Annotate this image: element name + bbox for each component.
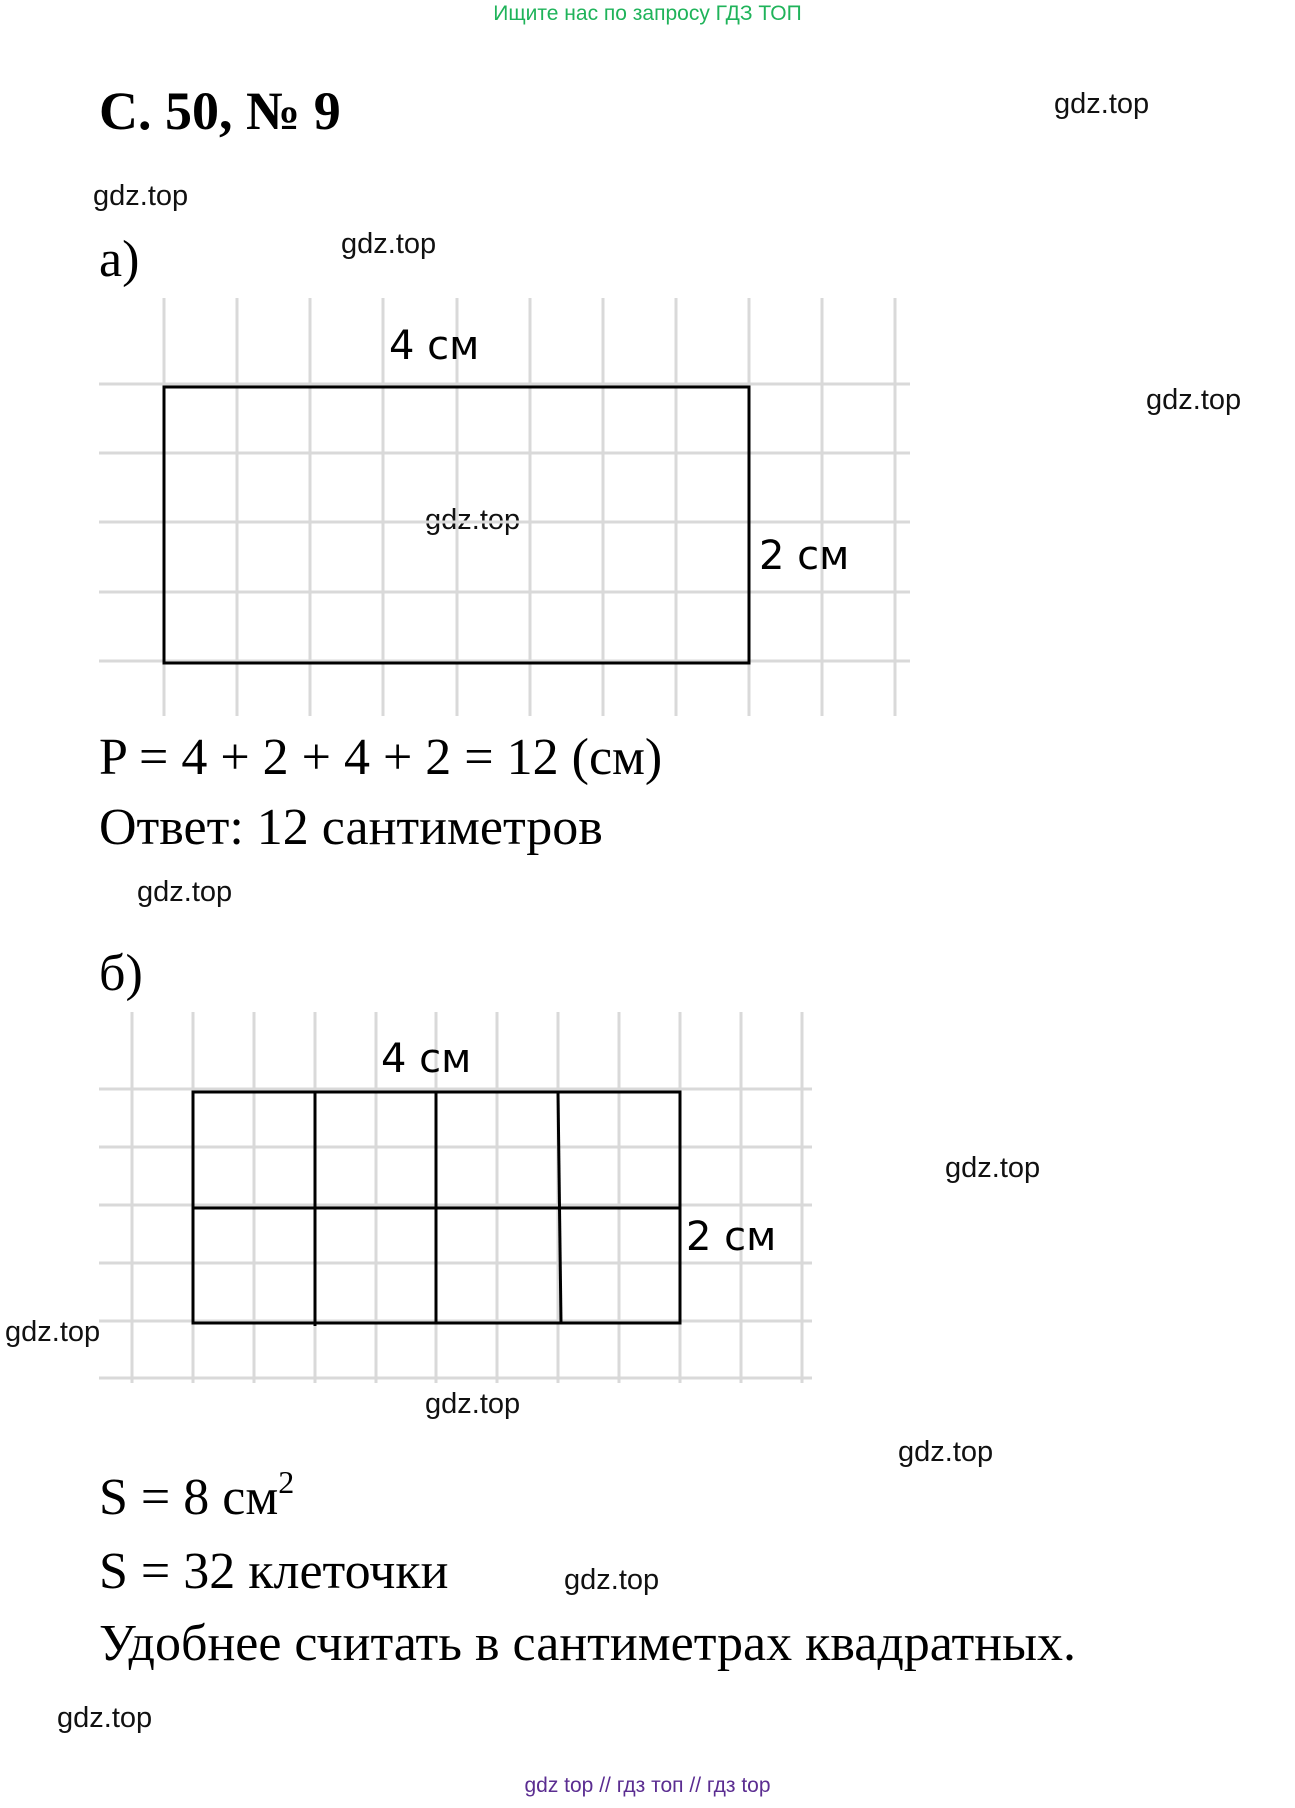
height-label-b: 2 см bbox=[686, 1214, 777, 1260]
rectangle-b bbox=[193, 1092, 680, 1326]
top-banner: Ищите нас по запросу ГДЗ ТОП bbox=[493, 2, 802, 25]
watermark: gdz.top bbox=[425, 1388, 521, 1420]
watermark: gdz.top bbox=[57, 1702, 153, 1734]
watermark: gdz.top bbox=[1054, 88, 1150, 120]
watermark: gdz.top bbox=[5, 1316, 101, 1348]
area-cm: S = 8 $см^2$ bbox=[99, 1464, 295, 1526]
footer-links: gdz top // гдз топ // гдз top bbox=[524, 1774, 771, 1797]
watermark: gdz.top bbox=[341, 228, 437, 260]
area-cells: S = 32 клеточки bbox=[99, 1543, 449, 1600]
watermark: gdz.top bbox=[137, 876, 233, 908]
width-label-a: 4 см bbox=[389, 323, 480, 369]
conclusion: Удобнее считать в сантиметрах квадратных. bbox=[99, 1615, 1077, 1672]
width-label-b: 4 см bbox=[381, 1036, 472, 1082]
watermark: gdz.top bbox=[425, 504, 521, 536]
watermark: gdz.top bbox=[564, 1564, 660, 1596]
watermark: gdz.top bbox=[898, 1436, 994, 1468]
height-label-a: 2 см bbox=[759, 533, 850, 579]
watermark: gdz.top bbox=[1146, 384, 1242, 416]
perimeter-formula: P = 4 + 2 + 4 + 2 = 12 (см) bbox=[99, 729, 663, 786]
part-b-label: б) bbox=[99, 945, 143, 1002]
watermark: gdz.top bbox=[93, 180, 189, 212]
answer-a: Ответ: 12 сантиметров bbox=[99, 799, 603, 856]
part-a-label: а) bbox=[99, 231, 140, 288]
grid-a bbox=[99, 298, 910, 716]
watermark: gdz.top bbox=[945, 1152, 1041, 1184]
page-title: С. 50, № 9 bbox=[99, 81, 341, 141]
